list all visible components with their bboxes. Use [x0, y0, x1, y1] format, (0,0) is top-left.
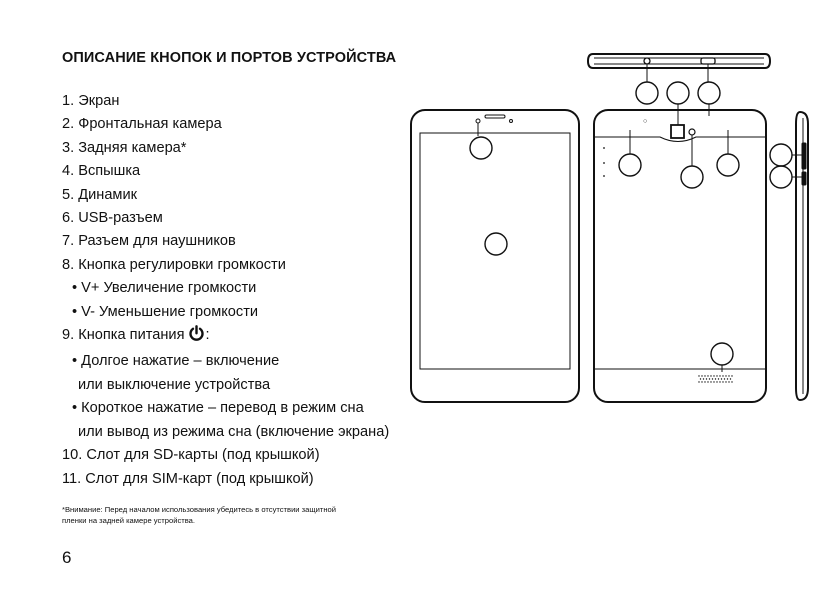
list-item-power-label: 9. Кнопка питания [62, 327, 185, 344]
list-subitem: или выключение устройства [78, 376, 271, 393]
list-item: 10. Слот для SD-карты (под крышкой) [62, 447, 320, 464]
tablet-side-view [770, 112, 808, 400]
list-subitem: или вывод из режима сна (включение экрана) [78, 423, 390, 440]
svg-text:○: ○ [643, 118, 648, 125]
speaker-grille [698, 375, 732, 382]
list-subitem: • V- Уменьшение громкости [72, 303, 259, 320]
tablet-top-view [588, 54, 770, 125]
footnote-line: *Внимание: Перед началом использования убедитесь в отсутствии защитной [62, 505, 336, 514]
list-item: 3. Задняя камера* [62, 139, 187, 156]
list-item: 5. Динамик [62, 186, 138, 203]
list-item: 8. Кнопка регулировки громкости [62, 256, 286, 273]
list-item-power-colon: : [205, 327, 210, 344]
page-number: 6 [62, 548, 72, 567]
list-item: 2. Фронтальная камера [62, 116, 222, 133]
list-subitem: • V+ Увеличение громкости [72, 280, 257, 297]
list-subitem: • Короткое нажатие – перевод в режим сна [72, 400, 364, 417]
list-item: 4. Вспышка [62, 163, 141, 180]
list-item: 6. USB-разъем [62, 210, 163, 227]
list-item: 7. Разъем для наушников [62, 233, 236, 250]
tablet-back-view [594, 110, 766, 402]
footnote-line: пленки на задней камере устройства. [62, 516, 196, 525]
page-title: ОПИСАНИЕ КНОПОК И ПОРТОВ УСТРОЙСТВА [62, 50, 397, 66]
list-item: 11. Слот для SIM-карт (под крышкой) [62, 470, 314, 487]
tablet-front-view [411, 110, 579, 402]
list-item: 1. Экран [62, 93, 120, 109]
list-subitem: • Долгое нажатие – включение [72, 353, 280, 370]
